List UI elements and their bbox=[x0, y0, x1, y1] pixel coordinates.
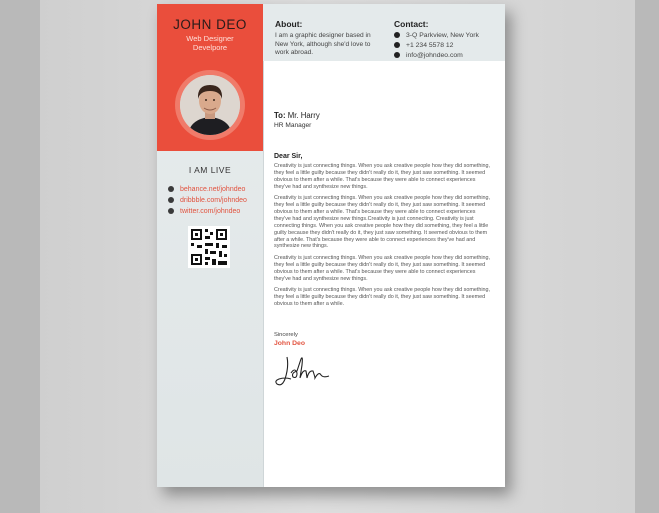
letter-paragraph: Creativity is just connecting things. When you ask creative people how they did something, they feel a little guilty because they didn't really do it, they just saw something. It seemed obvious to them after a while. That's because they were able to connect experiences they've had and synthesize new things. bbox=[274, 254, 491, 282]
dribbble-icon bbox=[168, 197, 174, 203]
contact-heading: Contact: bbox=[394, 19, 429, 29]
contact-text: 3-Q Parkview, New York bbox=[406, 31, 479, 39]
letter-paragraph: Creativity is just connecting things. When you ask creative people how they did something, they feel a little guilty because they didn't really do it, they just saw something. It seemed obvious to them after a while. bbox=[274, 287, 491, 307]
contact-list bbox=[394, 30, 479, 60]
contact-phone bbox=[394, 40, 479, 50]
location-icon bbox=[394, 32, 400, 38]
recipient-line bbox=[274, 111, 320, 120]
social-link-text[interactable]: behance.net/johndeo bbox=[180, 185, 246, 193]
closing: Sincerely bbox=[274, 332, 298, 338]
recipient-role: HR Manager bbox=[274, 122, 312, 129]
social-link-behance[interactable] bbox=[168, 184, 247, 194]
avatar bbox=[180, 75, 240, 135]
profile-role-line1: Web Designer bbox=[186, 34, 234, 43]
contact-text[interactable]: info@johndeo.com bbox=[406, 51, 463, 59]
social-link-dribbble[interactable] bbox=[168, 195, 247, 205]
social-link-text[interactable]: dribbble.com/johndeo bbox=[180, 196, 247, 204]
letter-sheet bbox=[157, 4, 505, 487]
about-text: I am a graphic designer based in New York, although she'd love to work abroad. bbox=[275, 32, 371, 56]
profile-role-line2: Develpore bbox=[192, 43, 228, 52]
social-section-title: I AM LIVE bbox=[188, 165, 232, 175]
twitter-icon bbox=[168, 208, 174, 214]
sender-name: John Deo bbox=[274, 340, 305, 347]
social-link-twitter[interactable] bbox=[168, 206, 247, 216]
phone-icon bbox=[394, 42, 400, 48]
letter-paragraph: Creativity is just connecting things. When you ask creative people how they did something, they feel a little guilty because they didn't really do it, they just saw something. It seemed obvious to them after a while. That's because they were able to connect experiences they've had and synthesize new things.Creativity is just connecting. Creativity is just connecting things. When you ask creative people how they did something, they feel a little guilty because they didn't really do it, they just saw something. It seemed obvious to them after a while. That's because they were able to connect experiences they've had and synthesize new things. bbox=[274, 195, 491, 250]
letter-body bbox=[274, 163, 492, 312]
email-icon bbox=[394, 52, 400, 58]
social-link-text[interactable]: twitter.com/johndeo bbox=[180, 207, 241, 215]
about-heading: About: bbox=[275, 19, 303, 29]
sidebar bbox=[157, 4, 264, 487]
avatar-ring bbox=[175, 70, 245, 140]
behance-icon bbox=[168, 186, 174, 192]
recipient-label: To: bbox=[274, 111, 286, 120]
social-links bbox=[168, 184, 247, 217]
contact-email[interactable] bbox=[394, 50, 479, 60]
profile-name: JOHN DEO bbox=[173, 17, 247, 32]
salutation: Dear Sir, bbox=[274, 153, 303, 160]
contact-address bbox=[394, 30, 479, 40]
contact-text: +1 234 5578 12 bbox=[406, 41, 454, 49]
qr-code-icon bbox=[188, 226, 230, 268]
signature bbox=[273, 351, 331, 391]
letter-paragraph: Creativity is just connecting things. When you ask creative people how they did something, they feel a little guilty because they didn't really do it, they just saw something. It seemed obvious to them after a while. That's because they were able to connect experiences they've had and synthesize new things. bbox=[274, 163, 491, 190]
recipient-name: Mr. Harry bbox=[287, 111, 320, 120]
